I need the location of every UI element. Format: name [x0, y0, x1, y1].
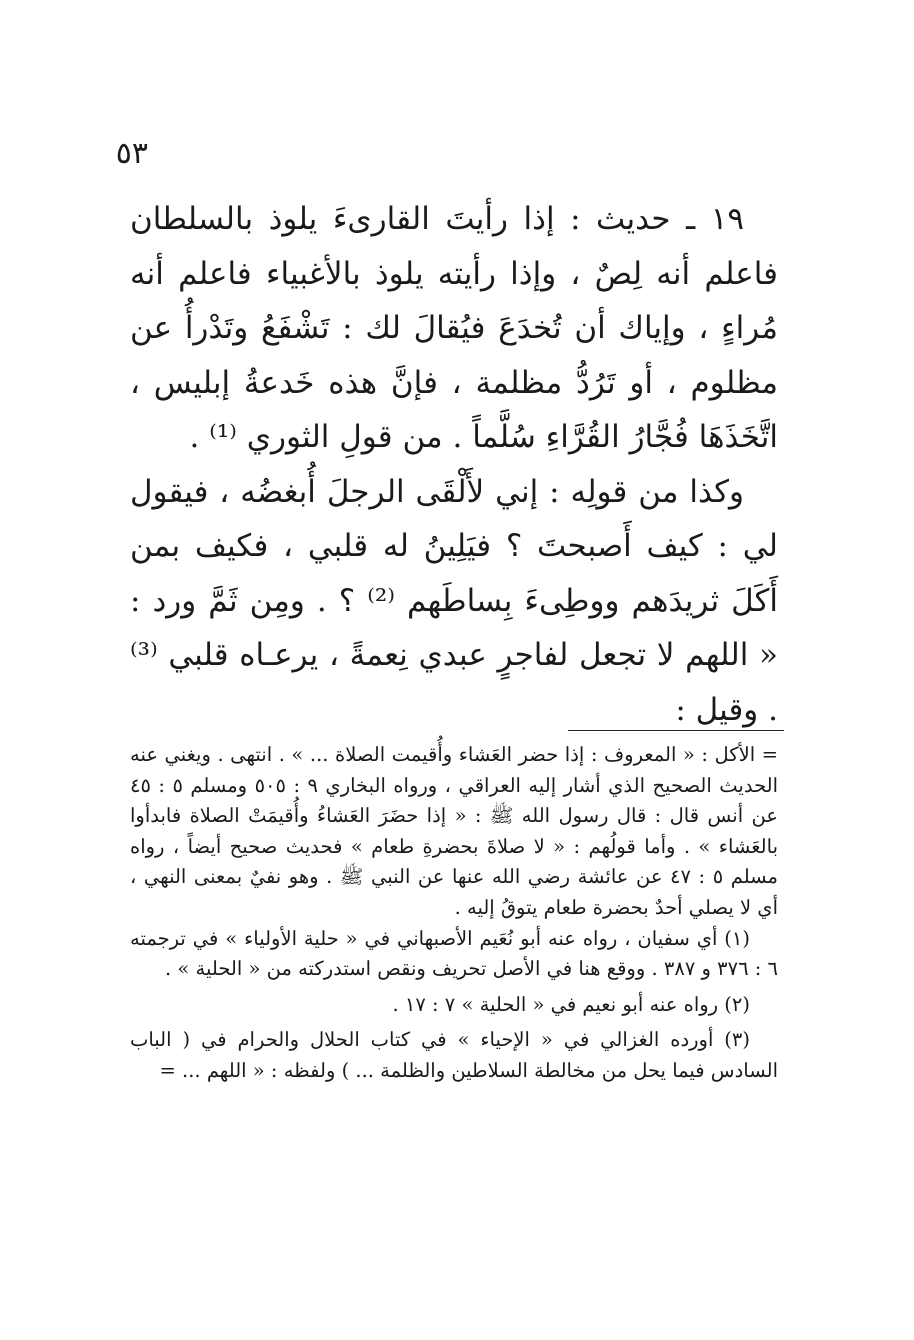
footnote-divider	[568, 730, 784, 731]
paragraph-thawri-saying: وكذا من قولِه : إني لأَلْقَى الرجلَ أُبغضُه ، فيقول لي : كيف أَصبحتَ ؟ فيَلِينُ له قلبي ، فكيف بمن أَكَلَ ثريدَهم ووطِىءَ بِساطَهم ⁽²⁾ ؟ . ومِن ثَمَّ ورد : « اللهم لا تجعل لفاجرٍ عبدي نِعمةً ، يرعـاه قلبي ⁽³⁾ . وقيل :	[130, 473, 779, 728]
footnote-1: (١) أي سفيان ، رواه عنه أبو نُعَيم الأصبهاني في « حلية الأولياء » في ترجمته ٦ : ٣٧٦ و ٣٨٧ . ووقع هنا في الأصل تحريف ونقص استدركته من « الحلية » .	[130, 926, 778, 981]
footnote-3: (٣) أورده الغزالي في « الإحياء » في كتاب الحلال والحرام في ( الباب السادس فيما يحل من مخالطة السلاطين والظلمة ... ) ولفظه : « اللهم ... =	[130, 1028, 778, 1082]
paragraph-hadith-19: ١٩ ـ حديث : إذا رأيتَ القارىءَ يلوذ بالسلطان فاعلم أنه لِصٌ ، وإذا رأيته يلوذ بالأغبياء فاعلم أنه مُراءٍ ، وإياك أن تُخدَعَ فيُقالَ لك : تَشْفَعُ وتَدْرأُ عن مظلوم ، أو تَرُدُّ مظلمة ، فإنَّ هذه خَدعةُ إبليس ، اتَّخَذَهَا فُجَّارُ القُرَّاءِ سُلَّماً . من قولِ الثوري ⁽¹⁾ .	[130, 201, 778, 455]
footnote-continued: = الأكل : « المعروف : إذا حضر العَشاء وأُقيمت الصلاة ... » . انتهى . ويغني عنه الحديث الصحيح الذي أشار إليه العراقي ، ورواه البخاري ٩ : ٥٠٥ ومسلم ٥ : ٤٥ عن أنس قال : قال رسول الله ﷺ : « إذا حضَرَ العَشاءُ وأُقيمَتْ الصلاة فابدأوا بالعَشاء » . وأما قولُهم : « لا صلاةَ بحضرةِ طعام » فحديث صحيح أيضاً ، رواه مسلم ٥ : ٤٧ عن عائشة رضي الله عنها عن النبي ﷺ . وهو نفيٌ بمعنى النهي ، أي لا يصلي أحدٌ بحضرة طعام يتوقُ إليه .	[130, 743, 779, 919]
page-number: ٥٣	[115, 136, 148, 171]
footnote-2: (٢) رواه عنه أبو نعيم في « الحلية » ٧ : ١٧ .	[392, 992, 750, 1016]
footnotes	[130, 740, 778, 1087]
main-text	[130, 192, 778, 737]
